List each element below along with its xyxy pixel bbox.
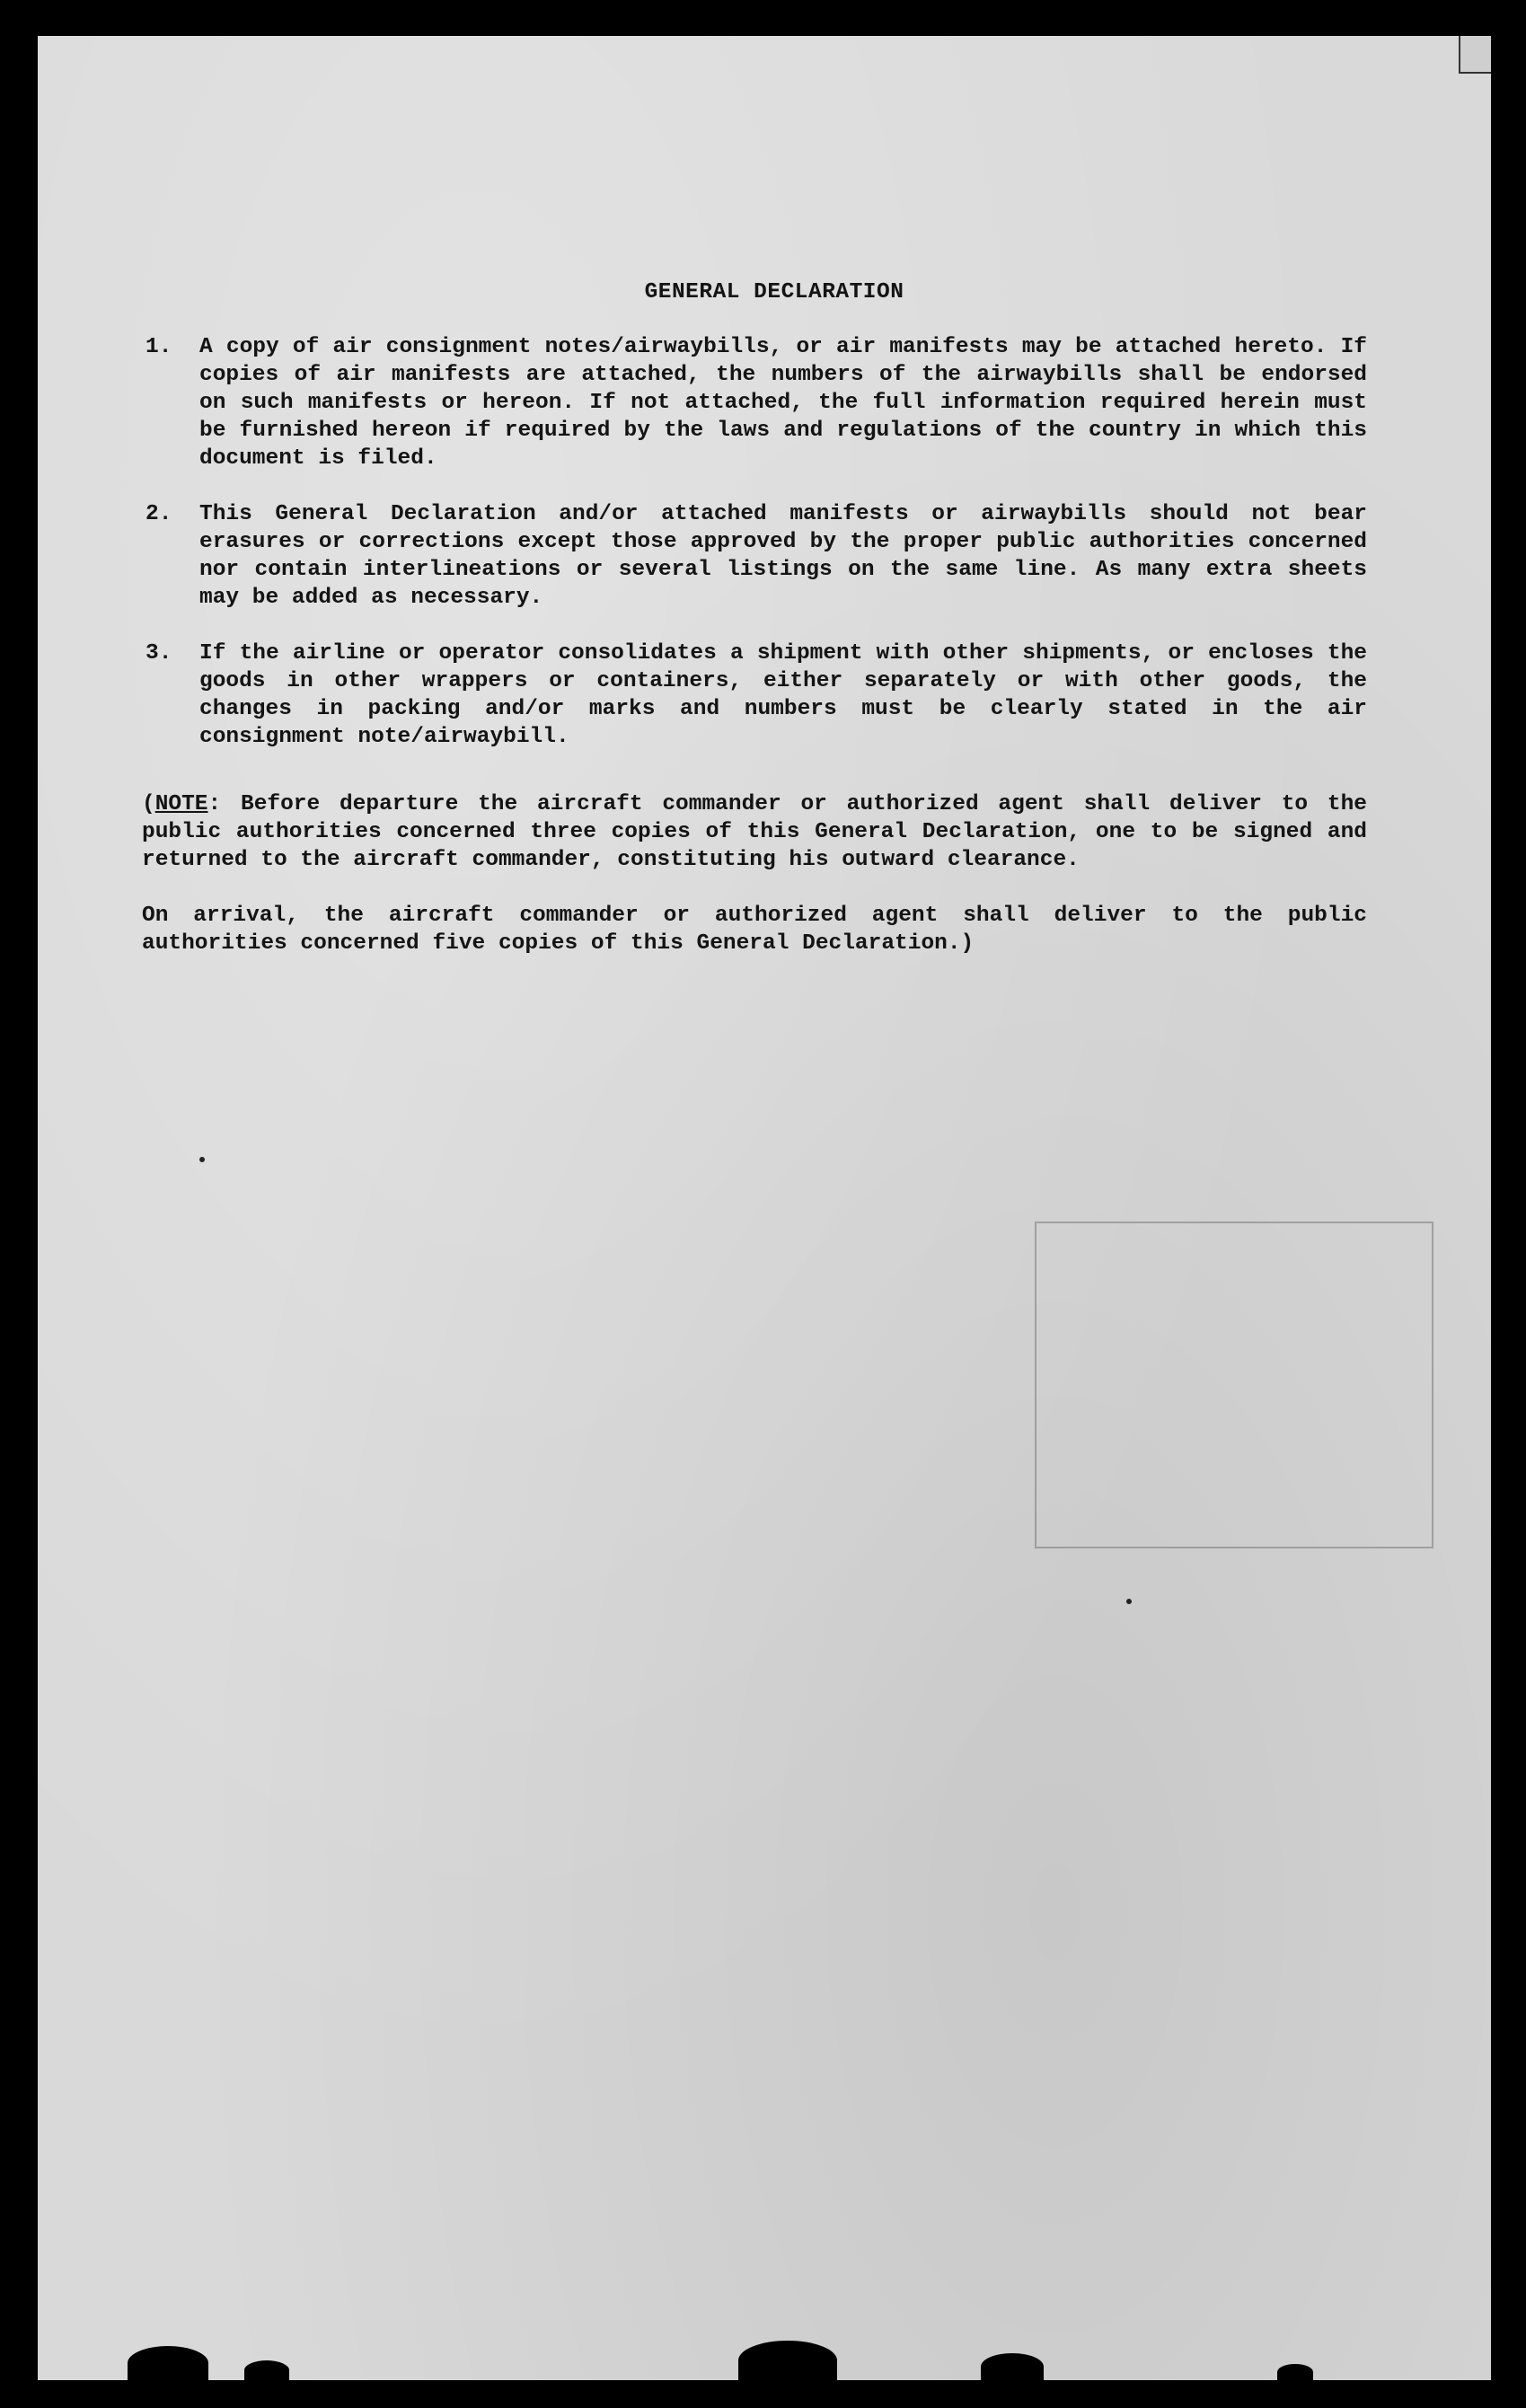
document-title: GENERAL DECLARATION <box>644 280 904 304</box>
torn-bottom-edge <box>38 2326 1491 2380</box>
instruction-item-2 <box>146 500 1367 612</box>
document-page <box>38 36 1491 2380</box>
instruction-item-1 <box>146 333 1367 472</box>
note-text: : Before departure the aircraft commander or authorized agent shall deliver to the public authorities concerned three copies of this General Declaration, one to be signed and returned to the aircraft commander, constituting his outward clearance. <box>142 792 1367 872</box>
item-number: 3. <box>146 641 172 666</box>
item-text: If the airline or operator consolidates a shipment with other shipments, or encloses the goods in other wrappers or containers, either separately or with other goods, the changes in packing and/or marks and numbers must be clearly stated in the air consignment note/airwaybill. <box>199 641 1367 749</box>
instruction-list <box>146 333 1367 751</box>
note-label: NOTE <box>154 792 208 816</box>
arrival-note: On arrival, the aircraft commander or authorized agent shall deliver to the public authorities concerned five copies of this General Declaration.) <box>142 904 1367 956</box>
item-number: 2. <box>146 502 172 526</box>
item-text: This General Declaration and/or attached manifests or airwaybills should not bear erasures or corrections except those approved by the proper public authorities concerned nor contain interlineations or several listings on the same line. As many extra sheets may be added as necessary. <box>199 502 1367 610</box>
instruction-item-3 <box>146 639 1367 751</box>
item-number: 1. <box>146 335 172 359</box>
departure-note <box>142 790 1367 874</box>
bleed-through-stamp-box <box>1035 1222 1433 1548</box>
folded-corner <box>1459 36 1491 74</box>
ink-dot <box>199 1157 205 1162</box>
item-text: A copy of air consignment notes/airwaybills, or air manifests may be attached hereto. If copies of air manifests are attached, the numbers of the airwaybills shall be endorsed on such manifests or hereon. If not attached, the full information required herein must be furnished hereon if required by the laws and regulations of the country in which this document is filed. <box>199 335 1367 471</box>
ink-dot <box>1126 1599 1132 1604</box>
declaration-text <box>142 278 1367 957</box>
note-open-paren: ( <box>142 792 155 816</box>
